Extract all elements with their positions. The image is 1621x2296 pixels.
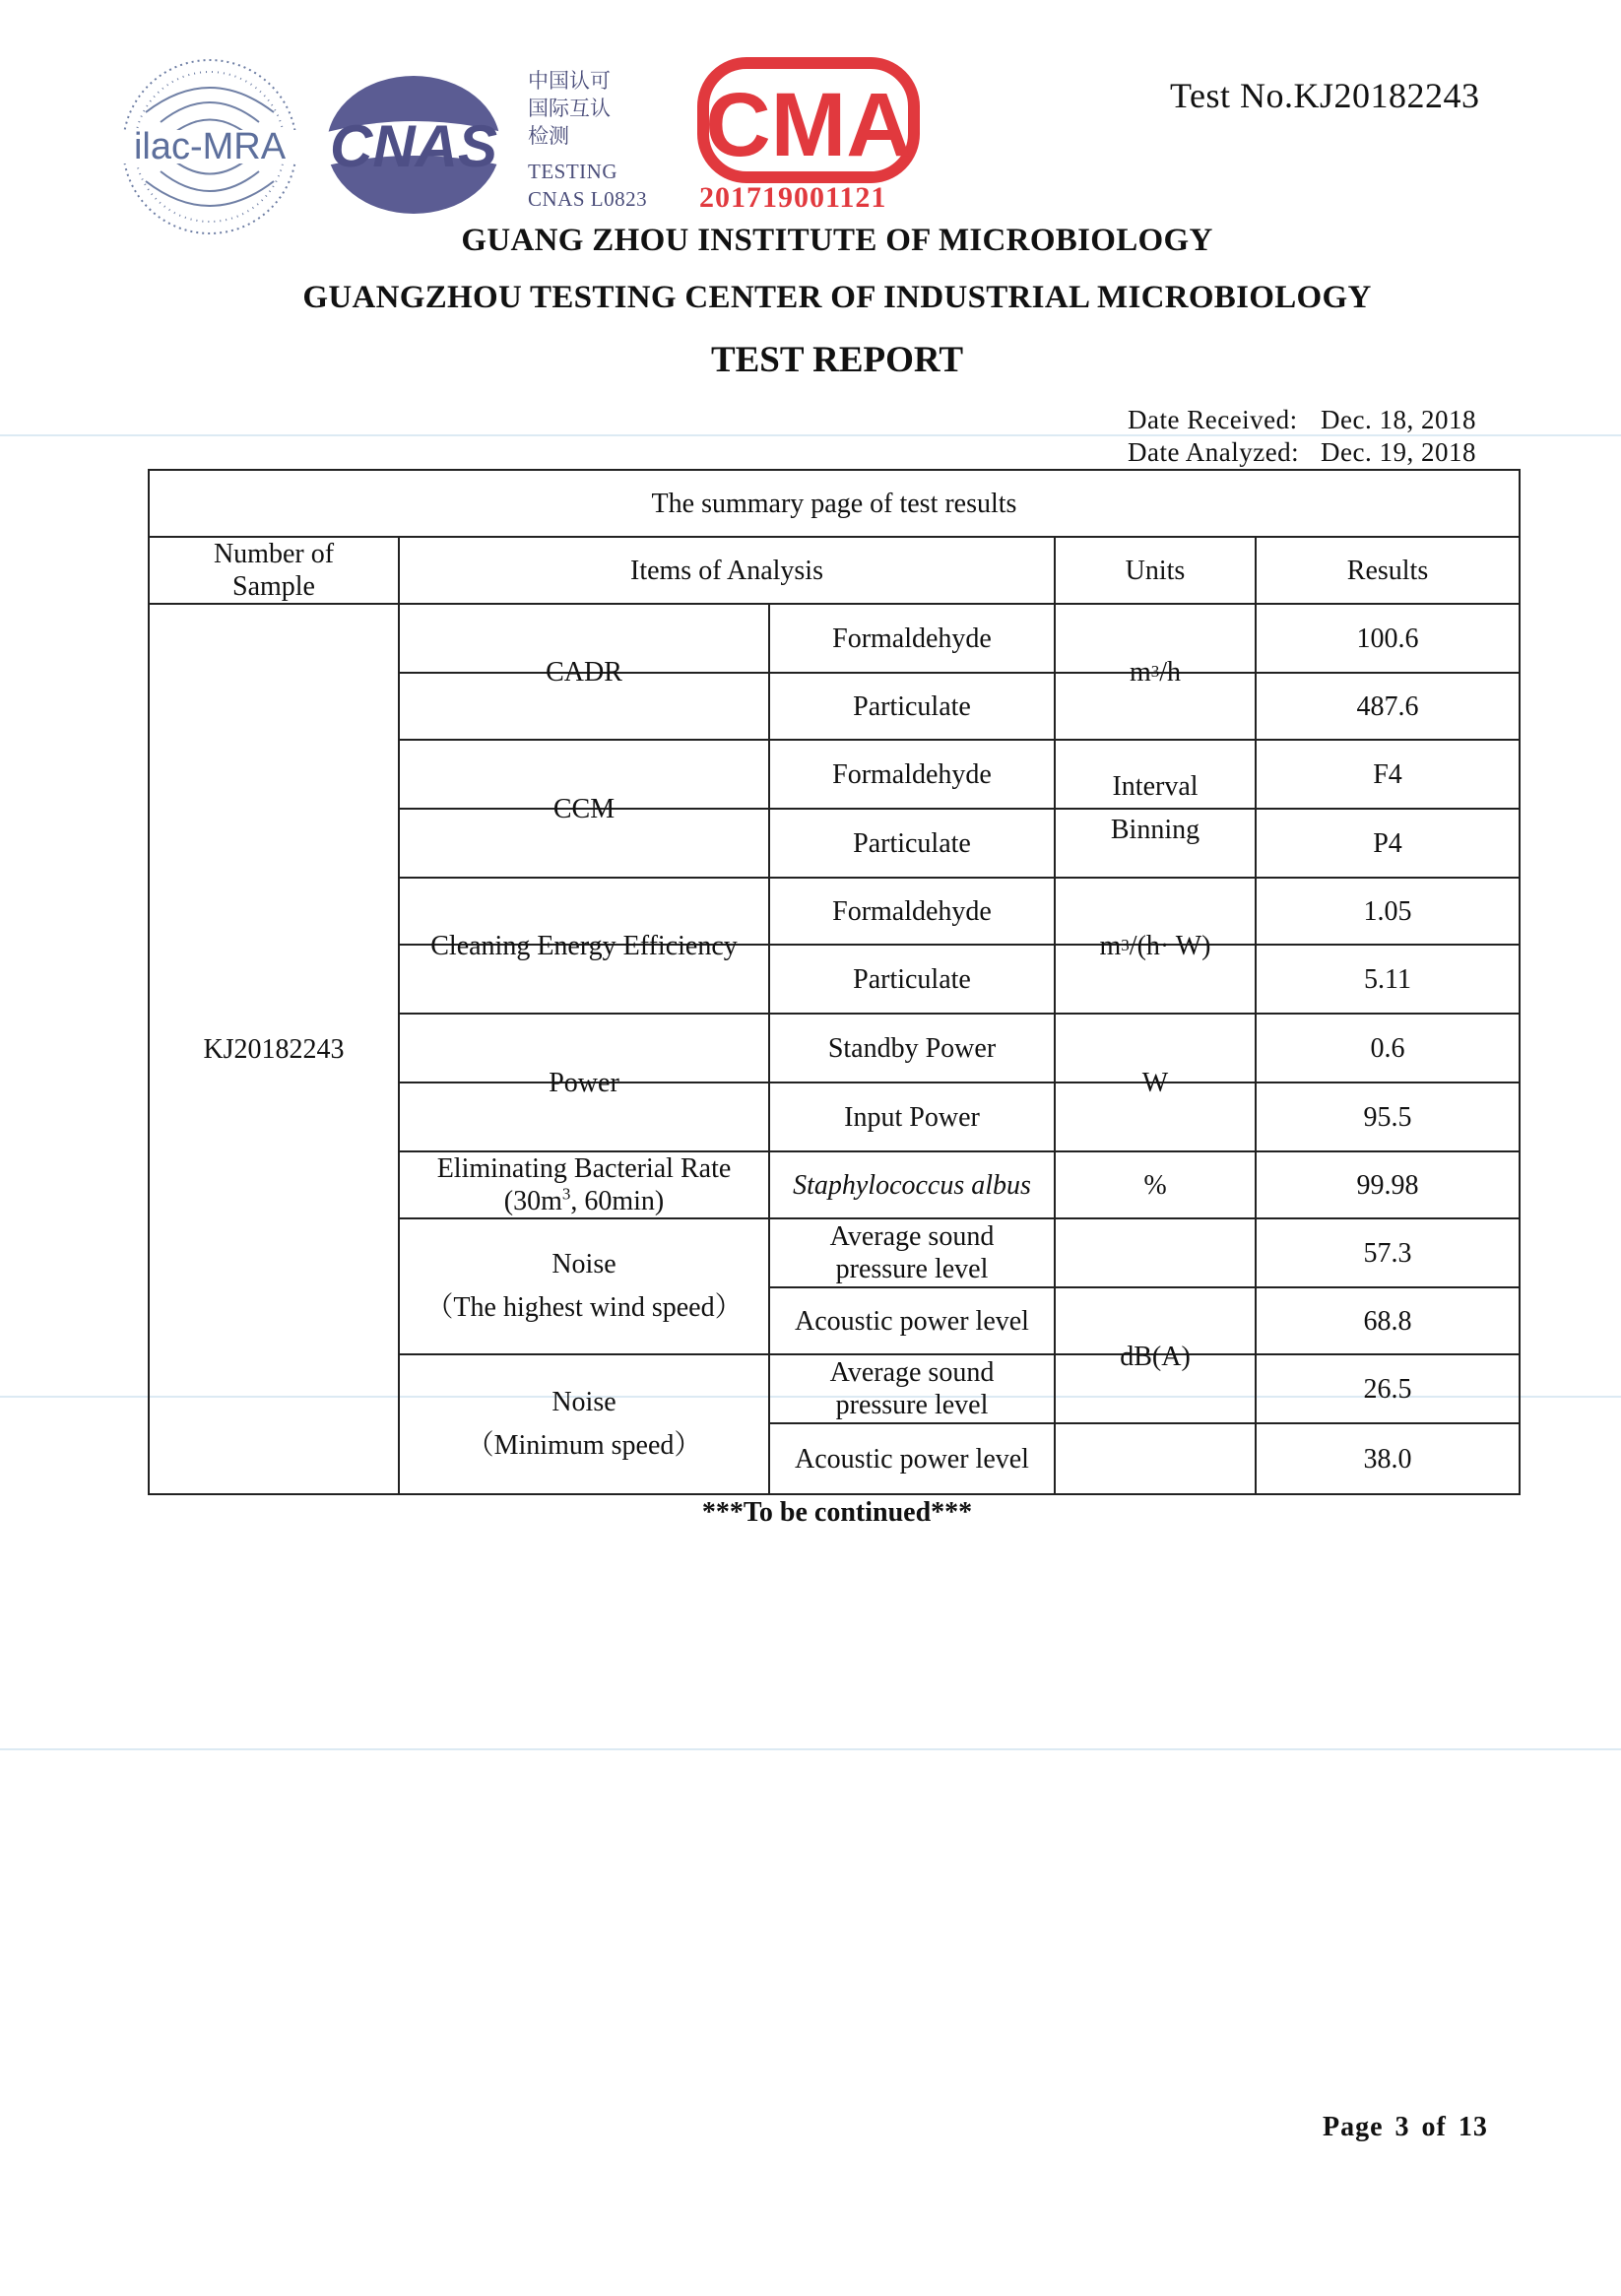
date-analyzed: Date Analyzed: Dec. 19, 2018 <box>1128 437 1476 467</box>
subitem: Formaldehyde <box>832 623 992 654</box>
header-results: Results <box>1346 555 1429 586</box>
subitem: Formaldehyde <box>832 895 992 927</box>
group-bacterial-rate: Eliminating Bacterial Rate ($30m^3$, 60min) <box>436 1153 732 1216</box>
institute-name: GUANG ZHOU INSTITUTE OF MICROBIOLOGY <box>461 223 1213 258</box>
center-name: GUANGZHOU TESTING CENTER OF INDUSTRIAL MICROBIOLOGY <box>302 280 1372 315</box>
result-value: 0.6 <box>1370 1032 1405 1064</box>
subitem: Particulate <box>853 827 971 859</box>
unit-cadr: m 3 /h <box>1129 656 1182 688</box>
sample-id: KJ20182243 <box>203 1033 345 1065</box>
cnas-logo <box>317 71 510 219</box>
header-items: Items of Analysis <box>630 555 823 586</box>
svg-text:CNAS: CNAS <box>329 113 498 179</box>
group-power: Power <box>549 1067 619 1098</box>
result-value: 57.3 <box>1363 1237 1412 1269</box>
result-value: 38.0 <box>1363 1443 1412 1475</box>
subitem: Average sound pressure level <box>829 1357 995 1420</box>
svg-text:CMA: CMA <box>705 75 912 175</box>
paper-rule <box>0 1748 1621 1750</box>
unit-noise: dB(A) <box>1120 1341 1191 1372</box>
result-value: F4 <box>1373 758 1402 790</box>
subitem: Acoustic power level <box>795 1305 1029 1337</box>
cma-number: 201719001121 <box>699 181 887 214</box>
subitem: Average sound pressure level <box>829 1221 995 1284</box>
subitem: Standby Power <box>827 1032 997 1064</box>
to-be-continued: ***To be continued*** <box>701 1497 973 1528</box>
header-units: Units <box>1125 555 1186 586</box>
header-sample: Number of Sample <box>213 539 335 602</box>
unit-cee: m 3 /(h· W) <box>1099 930 1211 961</box>
result-value: 68.8 <box>1363 1305 1412 1337</box>
svg-text:ilac-MRA: ilac-MRA <box>133 126 287 167</box>
subitem: Staphylococcus albus <box>793 1169 1031 1201</box>
result-value: 100.6 <box>1356 623 1419 654</box>
group-noise-minimum: Noise （Minimum speed） <box>466 1387 702 1461</box>
cnas-chinese-text: 中国认可 国际互认 检测 <box>528 69 611 148</box>
result-value: 99.98 <box>1356 1169 1419 1201</box>
result-value: 487.6 <box>1356 690 1419 722</box>
report-dates <box>1128 404 1476 469</box>
subitem: Input Power <box>844 1101 980 1133</box>
accreditation-logos <box>116 49 934 217</box>
date-received: Date Received: Dec. 18, 2018 <box>1128 405 1476 434</box>
results-table <box>148 469 1521 1495</box>
test-number: Test No.KJ20182243 <box>1170 76 1480 115</box>
unit-ccm: Interval Binning <box>1110 771 1200 845</box>
result-value: 26.5 <box>1363 1373 1412 1405</box>
subitem: Formaldehyde <box>832 758 992 790</box>
result-value: 1.05 <box>1363 895 1412 927</box>
subitem: Acoustic power level <box>795 1443 1029 1475</box>
subitem: Particulate <box>853 963 971 995</box>
unit-bacteria: % <box>1143 1169 1167 1201</box>
summary-title: The summary page of test results <box>651 488 1017 519</box>
group-noise-highest: Noise （The highest wind speed） <box>425 1249 743 1323</box>
group-cadr: CADR <box>546 656 622 688</box>
ilac-mra-logo <box>116 53 303 240</box>
cma-logo <box>697 57 920 183</box>
report-title: TEST REPORT <box>710 340 964 380</box>
group-ccm: CCM <box>552 793 616 824</box>
result-value: P4 <box>1373 827 1402 859</box>
page-number: Page 3 of 13 <box>1323 2112 1488 2142</box>
result-value: 95.5 <box>1363 1101 1412 1133</box>
subitem: Particulate <box>853 690 971 722</box>
unit-power: W <box>1141 1067 1169 1098</box>
cnas-lab-text: TESTING CNAS L0823 <box>528 160 648 211</box>
group-cleaning-energy-efficiency: Cleaning Energy Efficiency <box>430 930 738 961</box>
result-value: 5.11 <box>1364 963 1411 995</box>
